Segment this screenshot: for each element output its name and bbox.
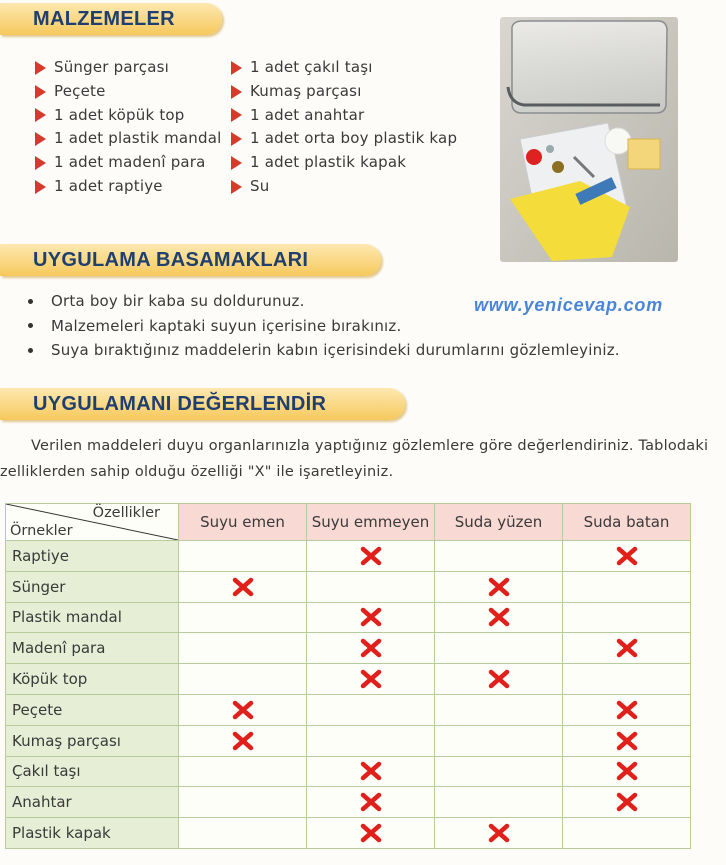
- bullet-triangle-icon: [35, 132, 46, 146]
- evaluate-heading: UYGULAMANI DEĞERLENDİR: [0, 388, 405, 420]
- table-cell: [435, 571, 563, 602]
- material-label: 1 adet raptiye: [54, 176, 163, 195]
- x-mark-icon: [232, 577, 254, 597]
- row-label: Köpük top: [6, 664, 179, 695]
- material-item: [231, 175, 457, 199]
- row-label: Plastik kapak: [6, 818, 179, 849]
- table-cell: [307, 818, 435, 849]
- material-label: Peçete: [54, 81, 106, 100]
- bullet-triangle-icon: [35, 108, 46, 122]
- table-row: [6, 602, 691, 633]
- bullet-triangle-icon: [35, 156, 46, 170]
- table-row: [6, 756, 691, 787]
- table-cell: [563, 664, 691, 695]
- bullet-triangle-icon: [231, 85, 242, 99]
- table-cell: [435, 787, 563, 818]
- material-label: Kumaş parçası: [250, 81, 362, 100]
- bullet-triangle-icon: [231, 156, 242, 170]
- table-row: [6, 725, 691, 756]
- corner-bottom-label: Örnekler: [10, 523, 73, 539]
- material-item: [35, 104, 222, 128]
- table-cell: [307, 725, 435, 756]
- x-mark-icon: [616, 546, 638, 566]
- material-item: [231, 56, 457, 80]
- website-watermark: www.yenicevap.com: [474, 295, 664, 315]
- x-mark-icon: [488, 577, 510, 597]
- material-item: [35, 80, 222, 104]
- table-row: [6, 664, 691, 695]
- table-cell: [179, 818, 307, 849]
- bullet-triangle-icon: [35, 180, 46, 194]
- table-cell: [435, 818, 563, 849]
- bullet-triangle-icon: [231, 61, 242, 75]
- table-cell: [307, 756, 435, 787]
- table-cell: [563, 571, 691, 602]
- table-cell: [563, 694, 691, 725]
- table-cell: [435, 633, 563, 664]
- corner-top-label: Özellikler: [92, 505, 160, 521]
- x-mark-icon: [616, 700, 638, 720]
- bullet-dot-icon: [28, 299, 33, 304]
- x-mark-icon: [360, 546, 382, 566]
- bullet-triangle-icon: [35, 61, 46, 75]
- material-label: 1 adet plastik mandal: [54, 129, 222, 148]
- material-label: 1 adet madenî para: [54, 153, 206, 172]
- step-label: Suya bıraktığınız maddelerin kabın içerisindeki durumlarını gözlemleyiniz.: [51, 341, 620, 360]
- table-cell: [179, 633, 307, 664]
- row-label: Raptiye: [6, 541, 179, 572]
- column-header: Suda batan: [563, 504, 691, 541]
- bullet-dot-icon: [28, 348, 33, 353]
- material-item: [35, 151, 222, 175]
- x-mark-icon: [232, 700, 254, 720]
- table-cell: [435, 694, 563, 725]
- instruction-line-1: Verilen maddeleri duyu organlarınızla yaptığınız gözlemlere göre değerlendiriniz. Tablodaki: [31, 438, 709, 454]
- row-label: Madenî para: [6, 633, 179, 664]
- material-item: [35, 127, 222, 151]
- materials-list-right: [231, 56, 457, 199]
- table-row: [6, 787, 691, 818]
- table-header-row: [6, 504, 691, 541]
- observation-table: [5, 503, 691, 849]
- x-mark-icon: [360, 792, 382, 812]
- material-item: [231, 80, 457, 104]
- table-cell: [563, 756, 691, 787]
- x-mark-icon: [360, 823, 382, 843]
- table-row: [6, 694, 691, 725]
- bullet-triangle-icon: [231, 180, 242, 194]
- x-mark-icon: [360, 638, 382, 658]
- column-header: Suyu emmeyen: [307, 504, 435, 541]
- column-header: Suda yüzen: [435, 504, 563, 541]
- bullet-triangle-icon: [231, 132, 242, 146]
- table-row: [6, 633, 691, 664]
- table-cell: [179, 602, 307, 633]
- table-row: [6, 541, 691, 572]
- material-item: [231, 127, 457, 151]
- row-label: Sünger: [6, 571, 179, 602]
- row-label: Kumaş parçası: [6, 725, 179, 756]
- row-label: Anahtar: [6, 787, 179, 818]
- table-cell: [179, 664, 307, 695]
- table-cell: [563, 725, 691, 756]
- materials-heading: MALZEMELER: [0, 3, 222, 35]
- materials-photo: [500, 17, 678, 262]
- table-cell: [435, 602, 563, 633]
- table-row: [6, 818, 691, 849]
- table-corner: [6, 504, 179, 541]
- x-mark-icon: [616, 761, 638, 781]
- step-label: Orta boy bir kaba su doldurunuz.: [51, 292, 305, 310]
- table-cell: [179, 787, 307, 818]
- table-cell: [307, 664, 435, 695]
- table-cell: [563, 787, 691, 818]
- material-label: Sünger parçası: [54, 58, 169, 76]
- material-label: 1 adet çakıl taşı: [250, 58, 373, 76]
- instruction-paragraph: [0, 433, 726, 485]
- row-label: Peçete: [6, 694, 179, 725]
- steps-heading: UYGULAMA BASAMAKLARI: [0, 244, 381, 276]
- table-cell: [179, 541, 307, 572]
- instruction-line-2: zelliklerden sahip olduğu özelliği "X" ile işaretleyiniz.: [0, 464, 394, 480]
- x-mark-icon: [360, 761, 382, 781]
- row-label: Plastik mandal: [6, 602, 179, 633]
- material-item: [35, 56, 222, 80]
- material-item: [231, 104, 457, 128]
- table-cell: [563, 633, 691, 664]
- material-label: 1 adet plastik kapak: [250, 153, 407, 172]
- table-cell: [179, 725, 307, 756]
- materials-list-left: [35, 56, 222, 199]
- material-item: [35, 175, 222, 199]
- table-cell: [307, 541, 435, 572]
- step-label: Malzemeleri kaptaki suyun içerisine bırakınız.: [51, 316, 402, 335]
- bullet-triangle-icon: [231, 108, 242, 122]
- table-cell: [307, 602, 435, 633]
- row-label: Çakıl taşı: [6, 756, 179, 787]
- table-cell: [435, 664, 563, 695]
- x-mark-icon: [360, 607, 382, 627]
- x-mark-icon: [616, 638, 638, 658]
- x-mark-icon: [232, 731, 254, 751]
- table-cell: [435, 725, 563, 756]
- table-cell: [307, 694, 435, 725]
- table-cell: [179, 571, 307, 602]
- material-item: [231, 151, 457, 175]
- material-label: 1 adet köpük top: [54, 105, 185, 124]
- table-cell: [563, 818, 691, 849]
- table-cell: [179, 694, 307, 725]
- step-item: [28, 314, 620, 339]
- material-label: 1 adet anahtar: [250, 105, 365, 124]
- table-cell: [307, 787, 435, 818]
- column-header: Suyu emen: [179, 504, 307, 541]
- bullet-triangle-icon: [35, 85, 46, 99]
- x-mark-icon: [488, 607, 510, 627]
- table-cell: [563, 602, 691, 633]
- step-item: [28, 338, 620, 363]
- x-mark-icon: [616, 792, 638, 812]
- table-cell: [307, 571, 435, 602]
- table-cell: [563, 541, 691, 572]
- x-mark-icon: [488, 669, 510, 689]
- x-mark-icon: [616, 731, 638, 751]
- table-cell: [435, 756, 563, 787]
- table-row: [6, 571, 691, 602]
- x-mark-icon: [360, 669, 382, 689]
- material-label: 1 adet orta boy plastik kap: [250, 129, 458, 148]
- material-label: Su: [250, 176, 270, 195]
- x-mark-icon: [488, 823, 510, 843]
- table-cell: [307, 633, 435, 664]
- bullet-dot-icon: [28, 323, 33, 328]
- table-cell: [179, 756, 307, 787]
- table-cell: [435, 541, 563, 572]
